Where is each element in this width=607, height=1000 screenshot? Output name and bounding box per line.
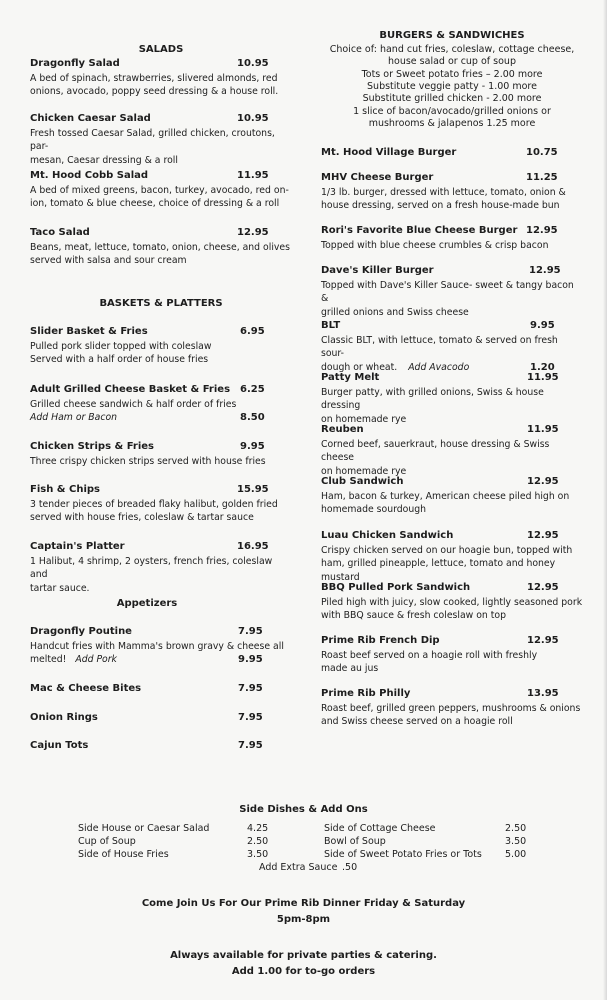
item-description: Grilled cheese sandwich & half order of fries xyxy=(30,399,237,410)
addon-label: Add Ham or Bacon xyxy=(30,412,118,424)
item-description: with BBQ sauce & fresh coleslaw on top xyxy=(321,610,506,622)
item-price: 9.95 xyxy=(530,320,555,331)
item-description: Classic BLT, with lettuce, tomato & served on fresh sour- xyxy=(321,335,558,360)
item-description: tartar sauce. xyxy=(30,582,90,594)
item-name: Club Sandwich xyxy=(321,476,404,487)
menu-item xyxy=(30,441,292,468)
sides-heading: Side Dishes & Add Ons xyxy=(239,804,368,815)
item-price: 10.95 xyxy=(237,113,269,124)
item-description: Pulled pork slider topped with coleslaw xyxy=(30,341,212,352)
menu-item xyxy=(30,683,292,697)
item-description: melted! xyxy=(30,654,67,666)
salads-heading: SALADS xyxy=(138,44,184,55)
item-description: Burger patty, with grilled onions, Swiss & house dressing xyxy=(321,387,544,412)
side-item-name: Bowl of Soup xyxy=(324,836,386,847)
item-price: 6.25 xyxy=(240,384,265,395)
baskets-heading: BASKETS & PLATTERS xyxy=(99,298,223,309)
side-item-price: 3.50 xyxy=(247,849,269,860)
addon-line xyxy=(30,411,292,424)
menu-item xyxy=(30,740,292,754)
side-item-name: Side of Cottage Cheese xyxy=(324,823,436,834)
item-description: A bed of spinach, strawberries, slivered almonds, red xyxy=(30,73,278,84)
extra-sauce-name: Add Extra Sauce xyxy=(259,862,338,873)
intro-line: Substitute grilled chicken - 2.00 more xyxy=(362,93,542,105)
menu-item xyxy=(30,227,292,268)
item-price: 12.95 xyxy=(237,227,269,238)
addon-line xyxy=(30,653,292,666)
item-description: Roast beef, grilled green peppers, mushrooms & onions xyxy=(321,703,581,714)
side-item-price: 5.00 xyxy=(505,849,527,860)
item-description: 3 tender pieces of breaded flaky halibut, golden fried xyxy=(30,499,278,510)
item-description: made au jus xyxy=(321,663,379,675)
item-price: 12.95 xyxy=(526,225,558,236)
side-item-name: Side of Sweet Potato Fries or Tots xyxy=(324,849,482,860)
menu-item xyxy=(321,635,583,676)
item-name: Mac & Cheese Bites xyxy=(30,683,142,694)
menu-item xyxy=(30,384,292,425)
footer-promo xyxy=(0,896,607,928)
item-name: Patty Melt xyxy=(321,372,380,383)
side-item-name: Side House or Caesar Salad xyxy=(78,823,210,834)
item-price: 12.95 xyxy=(529,265,561,276)
menu-item xyxy=(321,225,583,252)
menu-item xyxy=(30,712,292,726)
item-price: 9.95 xyxy=(240,441,265,452)
item-description: homemade sourdough xyxy=(321,504,427,516)
menu-item xyxy=(321,476,583,517)
footer-info xyxy=(0,948,607,980)
item-description: Served with a half order of house fries xyxy=(30,354,209,366)
item-description: Ham, bacon & turkey, American cheese piled high on xyxy=(321,491,570,502)
item-description: Fresh tossed Caesar Salad, grilled chicken, croutons, par- xyxy=(30,128,275,153)
item-description: grilled onions and Swiss cheese xyxy=(321,306,469,318)
menu-item xyxy=(30,170,292,211)
side-item-name: Cup of Soup xyxy=(78,836,136,847)
intro-line: house salad or cup of soup xyxy=(388,56,516,68)
item-name: Slider Basket & Fries xyxy=(30,326,148,337)
item-name: Chicken Strips & Fries xyxy=(30,441,154,452)
menu-item xyxy=(30,626,292,667)
side-item-price: 2.50 xyxy=(505,823,527,834)
item-name: Luau Chicken Sandwich xyxy=(321,530,454,541)
togo-note: Add 1.00 for to-go orders xyxy=(231,966,376,977)
item-price: 7.95 xyxy=(238,740,263,751)
menu-item xyxy=(321,172,583,213)
item-description: and Swiss cheese served on a hoagie roll xyxy=(321,716,513,728)
item-description: Three crispy chicken strips served with house fries xyxy=(30,456,266,467)
appetizers-heading: Appetizers xyxy=(116,598,178,609)
item-name: MHV Cheese Burger xyxy=(321,172,434,183)
menu-item xyxy=(30,58,292,99)
item-name: Adult Grilled Cheese Basket & Fries xyxy=(30,384,231,395)
side-item-price: 2.50 xyxy=(247,836,269,847)
item-price: 13.95 xyxy=(527,688,559,699)
item-price: 16.95 xyxy=(237,541,269,552)
side-item-price: 3.50 xyxy=(505,836,527,847)
menu-item xyxy=(321,265,583,319)
intro-line: 1 slice of bacon/avocado/grilled onions or xyxy=(353,105,551,117)
item-description: on homemade rye xyxy=(321,413,407,425)
menu-item xyxy=(30,113,292,167)
item-description: mesan, Caesar dressing & a roll xyxy=(30,154,178,166)
menu-item xyxy=(30,326,292,367)
extra-sauce-price: .50 xyxy=(342,862,358,873)
item-price: 10.95 xyxy=(237,58,269,69)
item-name: Taco Salad xyxy=(30,227,90,238)
menu-item xyxy=(321,530,583,584)
item-price: 12.95 xyxy=(527,530,559,541)
item-name: Chicken Caesar Salad xyxy=(30,113,151,124)
menu-item xyxy=(321,320,583,374)
item-price: 7.95 xyxy=(238,626,263,637)
intro-line: mushrooms & jalapenos 1.25 more xyxy=(368,118,536,130)
item-price: 7.95 xyxy=(238,683,263,694)
item-name: Dragonfly Salad xyxy=(30,58,120,69)
item-name: Reuben xyxy=(321,424,364,435)
item-price: 12.95 xyxy=(527,582,559,593)
item-description: ham, grilled pineapple, lettuce, tomato and honey mustard xyxy=(321,558,556,583)
menu-item xyxy=(321,147,583,161)
item-price: 11.95 xyxy=(237,170,269,181)
item-description: Crispy chicken served on our hoagie bun, topped with xyxy=(321,545,573,556)
item-description: on homemade rye xyxy=(321,465,407,477)
item-description: onions, avocado, poppy seed dressing & a house roll. xyxy=(30,86,279,98)
intro-line: Choice of: hand cut fries, coleslaw, cottage cheese, xyxy=(329,44,575,55)
item-description: Topped with Dave's Killer Sauce- sweet & tangy bacon & xyxy=(321,280,574,305)
prime-rib-note: Come Join Us For Our Prime Rib Dinner Friday & Saturday xyxy=(141,898,466,909)
menu-item xyxy=(30,541,292,595)
item-price: 11.95 xyxy=(527,372,559,383)
item-description: Corned beef, sauerkraut, house dressing & Swiss cheese xyxy=(321,439,550,464)
item-description: house dressing, served on a fresh house-made bun xyxy=(321,200,560,212)
menu-item xyxy=(321,424,583,478)
item-description: Topped with blue cheese crumbles & crisp bacon xyxy=(321,240,549,251)
intro-line: Substitute veggie patty - 1.00 more xyxy=(367,81,537,93)
addon-price: 1.20 xyxy=(530,361,555,373)
item-name: Onion Rings xyxy=(30,712,98,723)
item-name: Dave's Killer Burger xyxy=(321,265,434,276)
item-name: Cajun Tots xyxy=(30,740,89,751)
side-item-price: 4.25 xyxy=(247,823,269,834)
addon-label: Add Pork xyxy=(75,654,117,666)
item-description: 1/3 lb. burger, dressed with lettuce, tomato, onion & xyxy=(321,187,566,198)
item-description: Beans, meat, lettuce, tomato, onion, cheese, and olives xyxy=(30,242,290,253)
item-price: 11.95 xyxy=(527,424,559,435)
item-price: 7.95 xyxy=(238,712,263,723)
item-description: served with salsa and sour cream xyxy=(30,255,187,267)
item-price: 12.95 xyxy=(527,476,559,487)
item-name: Mt. Hood Village Burger xyxy=(321,147,457,158)
burgers-heading: BURGERS & SANDWICHES xyxy=(379,30,525,41)
side-item-name: Side of House Fries xyxy=(78,849,169,860)
item-description: 1 Halibut, 4 shrimp, 2 oysters, french fries, coleslaw and xyxy=(30,556,273,581)
item-name: Prime Rib French Dip xyxy=(321,635,440,646)
item-description: Handcut fries with Mamma's brown gravy & cheese all xyxy=(30,641,284,652)
item-description: A bed of mixed greens, bacon, turkey, avocado, red on- xyxy=(30,185,289,196)
item-price: 12.95 xyxy=(527,635,559,646)
item-description: dough or wheat. xyxy=(321,361,398,373)
intro-line: Tots or Sweet potato fries – 2.00 more xyxy=(361,68,543,80)
menu-item xyxy=(321,688,583,729)
item-name: Prime Rib Philly xyxy=(321,688,411,699)
item-name: Captain's Platter xyxy=(30,541,125,552)
item-price: 6.95 xyxy=(240,326,265,337)
menu-item xyxy=(321,372,583,426)
item-description: ion, tomato & blue cheese, choice of dressing & a roll xyxy=(30,198,280,210)
item-name: Rori's Favorite Blue Cheese Burger xyxy=(321,225,518,236)
item-price: 10.75 xyxy=(526,147,558,158)
addon-price: 9.95 xyxy=(238,654,263,666)
item-name: BLT xyxy=(321,320,341,331)
burgers-intro xyxy=(321,44,583,130)
menu-item xyxy=(321,582,583,623)
item-name: Dragonfly Poutine xyxy=(30,626,132,637)
menu-item xyxy=(30,484,292,525)
addon-label: Add Avacodo xyxy=(408,361,470,373)
addon-price: 8.50 xyxy=(240,412,265,424)
item-price: 11.25 xyxy=(526,172,558,183)
item-name: BBQ Pulled Pork Sandwich xyxy=(321,582,471,593)
item-name: Fish & Chips xyxy=(30,484,101,495)
item-description: Piled high with juicy, slow cooked, lightly seasoned pork xyxy=(321,597,583,608)
item-price: 15.95 xyxy=(237,484,269,495)
item-description: served with house fries, coleslaw & tartar sauce xyxy=(30,512,254,524)
catering-note: Always available for private parties & catering. xyxy=(170,950,437,961)
item-name: Mt. Hood Cobb Salad xyxy=(30,170,149,181)
item-description: Roast beef served on a hoagie roll with freshly xyxy=(321,650,538,661)
page-edge-shadow xyxy=(603,0,607,1000)
prime-rib-hours: 5pm-8pm xyxy=(276,914,331,925)
